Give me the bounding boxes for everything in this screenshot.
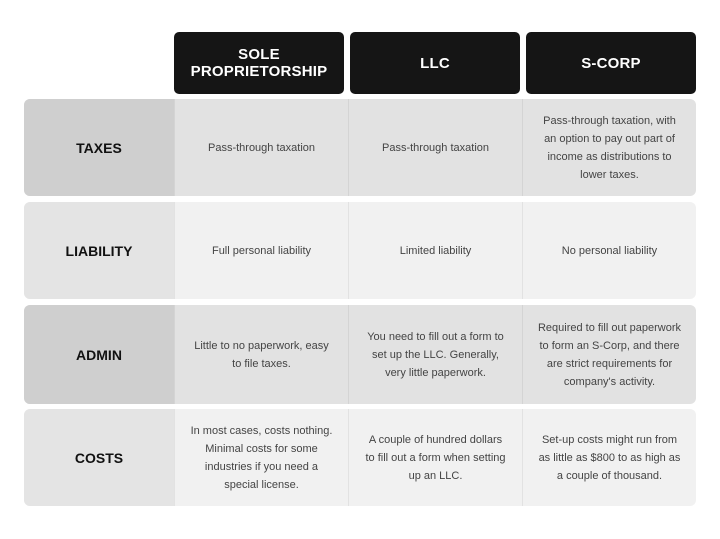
cell-liability-llc: Limited liability xyxy=(348,202,522,299)
table-row-admin xyxy=(24,305,696,404)
cell-liability-sole-proprietorship: Full personal liability xyxy=(174,202,348,299)
cell-taxes-sole-proprietorship: Pass-through taxation xyxy=(174,99,348,196)
cell-taxes-llc: Pass-through taxation xyxy=(348,99,522,196)
row-label-costs: COSTS xyxy=(24,409,174,506)
row-label-taxes: TAXES xyxy=(24,99,174,196)
cell-admin-llc: You need to fill out a form to set up the LLC. Generally, very little paperwork. xyxy=(348,305,522,404)
cell-admin-sole-proprietorship: Little to no paperwork, easy to file taxes. xyxy=(174,305,348,404)
cell-liability-s-corp: No personal liability xyxy=(522,202,696,299)
column-header-sole-proprietorship: SOLE PROPRIETORSHIP xyxy=(174,32,344,94)
cell-taxes-s-corp: Pass-through taxation, with an option to pay out part of income as distributions to lower taxes. xyxy=(522,99,696,196)
column-header-s-corp: S-CORP xyxy=(526,32,696,94)
column-header-llc: LLC xyxy=(350,32,520,94)
table-row-costs xyxy=(24,409,696,506)
table-row-liability xyxy=(24,202,696,299)
row-label-liability: LIABILITY xyxy=(24,202,174,299)
cell-admin-s-corp: Required to fill out paperwork to form an S-Corp, and there are strict requirements for company's activity. xyxy=(522,305,696,404)
cell-costs-llc: A couple of hundred dollars to fill out a form when setting up an LLC. xyxy=(348,409,522,506)
row-label-admin: ADMIN xyxy=(24,305,174,404)
cell-costs-s-corp: Set-up costs might run from as little as $800 to as high as a couple of thousand. xyxy=(522,409,696,506)
table-row-taxes xyxy=(24,99,696,196)
cell-costs-sole-proprietorship: In most cases, costs nothing. Minimal costs for some industries if you need a special license. xyxy=(174,409,348,506)
